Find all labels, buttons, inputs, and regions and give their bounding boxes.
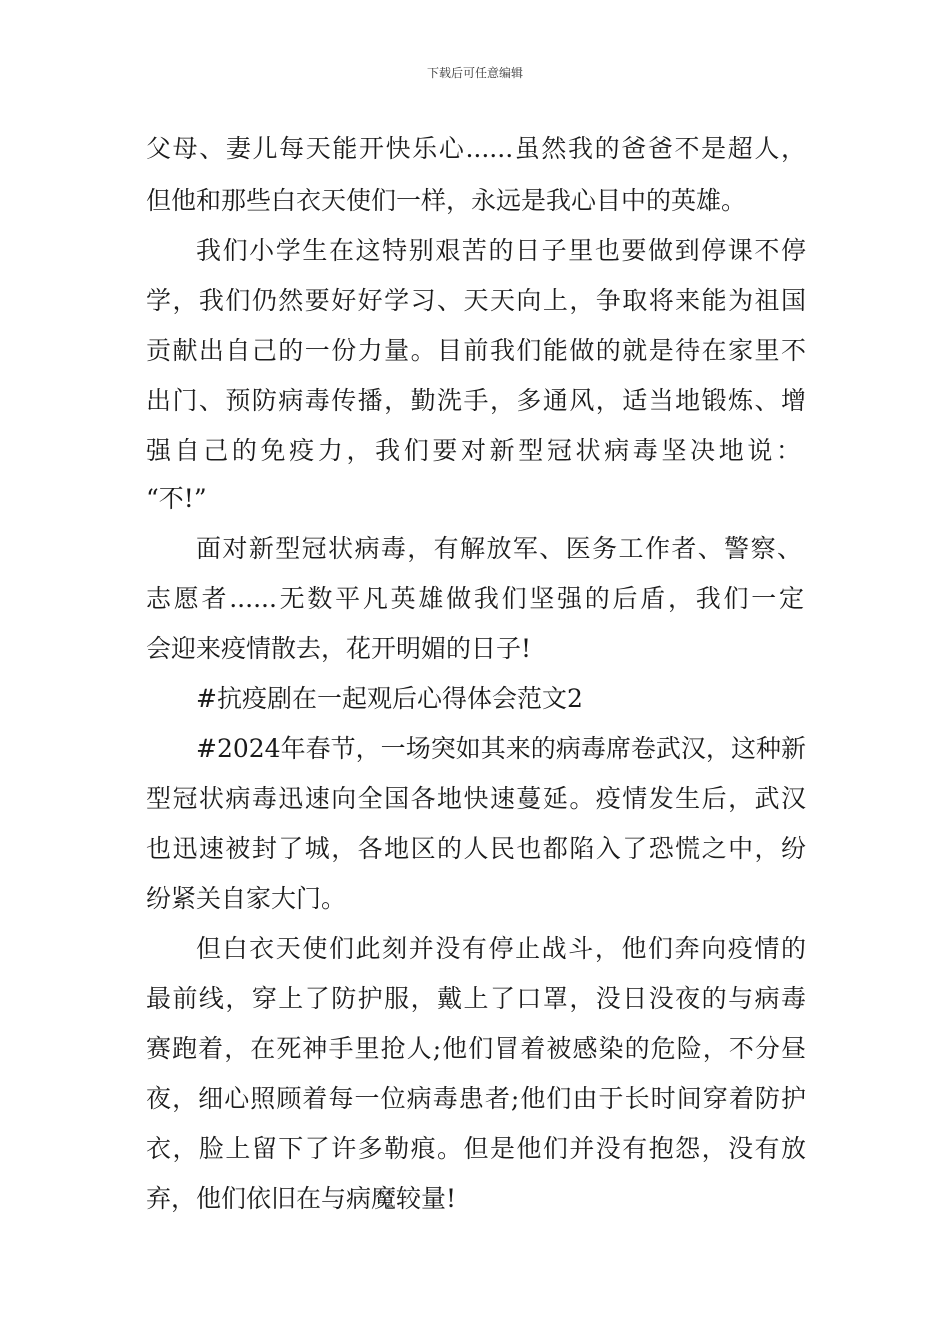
text-line: 出门、预防病毒传播，勤洗手，多通风，适当地锻炼、增 (146, 386, 806, 415)
text-line: 衣，脸上留下了许多勒痕。但是他们并没有抱怨，没有放 (146, 1134, 806, 1163)
text-line: 型冠状病毒迅速向全国各地快速蔓延。疫情发生后，武汉 (146, 784, 806, 813)
text-line: 但他和那些白衣天使们一样，永远是我心目中的英雄。 (146, 186, 747, 215)
section-heading: #抗疫剧在一起观后心得体会范文2 (196, 684, 583, 713)
text-line: 赛跑着，在死神手里抢人;他们冒着被感染的危险，不分昼 (146, 1034, 806, 1063)
text-line: 强自己的免疫力，我们要对新型冠状病毒坚决地说： (146, 436, 801, 465)
text-line: 志愿者......无数平凡英雄做我们坚强的后盾，我们一定 (146, 584, 804, 613)
text-line: 夜，细心照顾着每一位病毒患者;他们由于长时间穿着防护 (146, 1084, 806, 1113)
text-line: 学，我们仍然要好好学习、天天向上，争取将来能为祖国 (146, 286, 806, 315)
text-line: 面对新型冠状病毒，有解放军、医务工作者、警察、 (196, 534, 802, 563)
text-line: 我们小学生在这特别艰苦的日子里也要做到停课不停 (196, 236, 806, 265)
text-line: #2024年春节，一场突如其来的病毒席卷武汉，这种新 (196, 734, 806, 763)
text-line: 也迅速被封了城，各地区的人民也都陷入了恐慌之中，纷 (146, 834, 806, 863)
text-line: “不!” (146, 484, 207, 513)
text-line: 但白衣天使们此刻并没有停止战斗，他们奔向疫情的 (196, 934, 806, 963)
text-line: 纷紧关自家大门。 (146, 884, 347, 913)
text-line: 父母、妻儿每天能开快乐心......虽然我的爸爸不是超人， (146, 134, 806, 163)
text-line: 最前线，穿上了防护服，戴上了口罩，没日没夜的与病毒 (146, 984, 806, 1013)
text-line: 弃，他们依旧在与病魔较量! (146, 1184, 457, 1213)
page-header-note: 下载后可任意编辑 (426, 66, 523, 80)
text-line: 贡献出自己的一份力量。目前我们能做的就是待在家里不 (146, 336, 806, 365)
text-line: 会迎来疫情散去，花开明媚的日子! (146, 634, 532, 663)
